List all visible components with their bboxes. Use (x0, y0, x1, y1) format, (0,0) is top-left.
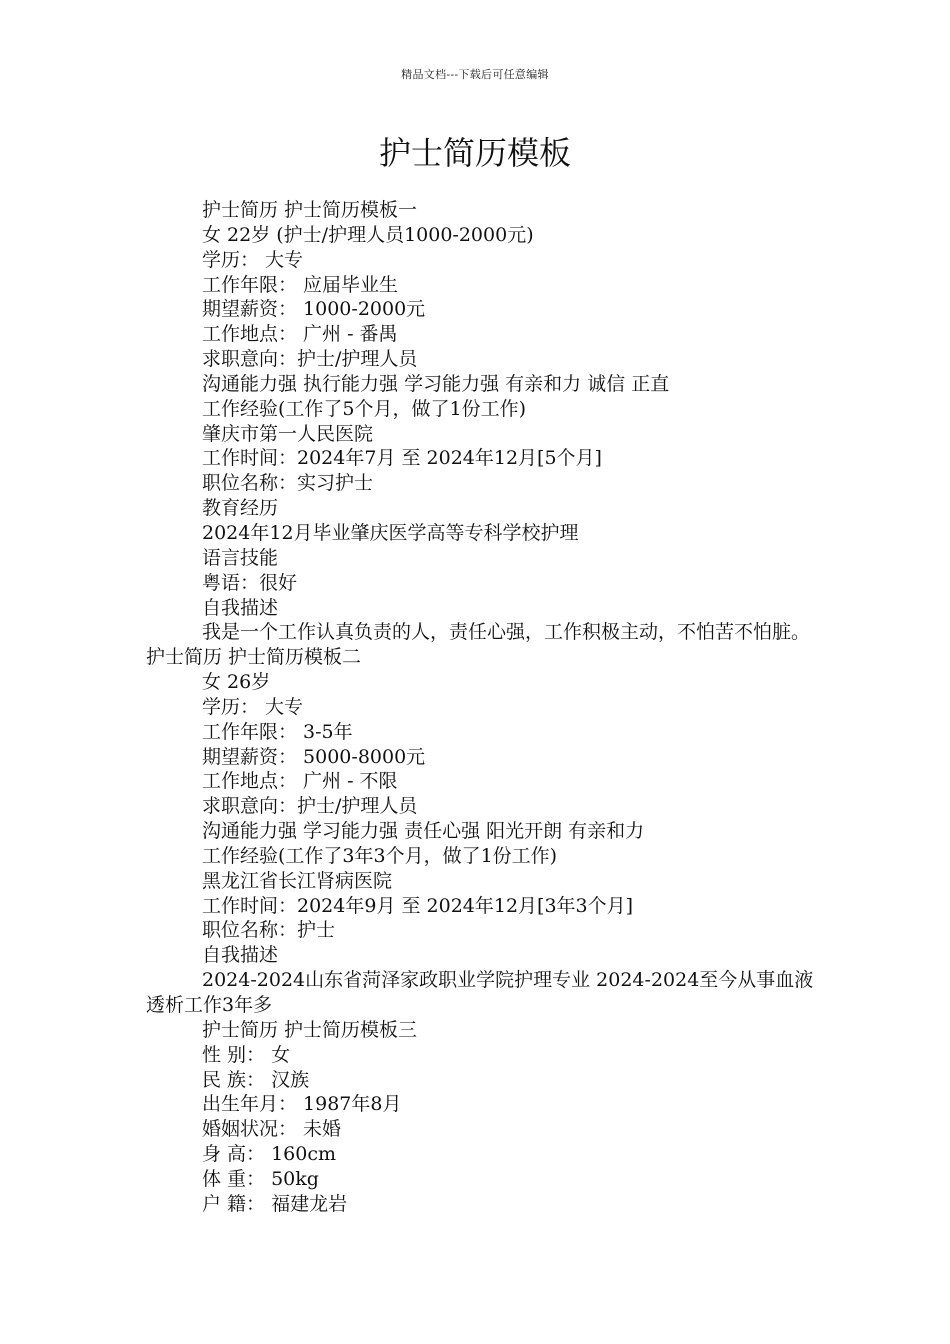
text-line: 民 族： 汉族 (202, 1068, 310, 1091)
text-line: 沟通能力强 执行能力强 学习能力强 有亲和力 诚信 正直 (202, 372, 670, 395)
document-title: 护士简历模板 (378, 134, 571, 172)
text-line: 女 22岁 (护士/护理人员1000-2000元) (202, 223, 534, 246)
text-line: 工作年限： 应届毕业生 (202, 273, 399, 296)
text-line: 工作经验(工作了5个月，做了1份工作) (202, 397, 527, 420)
text-line: 期望薪资： 1000-2000元 (202, 298, 426, 321)
text-line: 工作经验(工作了3年3个月，做了1份工作) (202, 844, 558, 867)
text-line: 工作地点： 广州 - 番禺 (202, 323, 398, 346)
text-line: 体 重： 50kg (202, 1167, 319, 1190)
text-line: 护士简历 护士简历模板三 (202, 1018, 418, 1041)
text-line: 黑龙江省长江肾病医院 (202, 869, 393, 892)
text-line: 教育经历 (202, 497, 279, 520)
document-body (146, 198, 816, 1217)
text-line: 粤语：很好 (202, 571, 298, 594)
text-line: 性 别： 女 (202, 1043, 291, 1066)
text-line: 工作时间：2024年9月 至 2024年12月[3年3个月] (202, 894, 634, 917)
text-line: 工作时间：2024年7月 至 2024年12月[5个月] (202, 447, 602, 470)
text-line: 沟通能力强 学习能力强 责任心强 阳光开朗 有亲和力 (202, 820, 645, 843)
text-line: 职位名称：实习护士 (202, 472, 374, 495)
text-line: 肇庆市第一人民医院 (202, 422, 374, 445)
text-line: 2024年12月毕业肇庆医学高等专科学校护理 (202, 521, 579, 544)
text-line: 户 籍： 福建龙岩 (202, 1192, 348, 1215)
text-line: 期望薪资： 5000-8000元 (202, 745, 426, 768)
text-line: 学历： 大专 (202, 695, 304, 718)
text-line: 女 26岁 (202, 671, 271, 694)
text-line: 职位名称：护士 (202, 919, 336, 942)
text-line: 护士简历 护士简历模板一 (202, 199, 418, 221)
text-line: 语言技能 (202, 546, 279, 569)
text-line: 婚姻状况： 未婚 (202, 1118, 342, 1141)
text-line: 自我描述 (202, 596, 279, 619)
header-note: 精品文档---下载后可任意编辑 (401, 68, 549, 81)
text-line: 求职意向：护士/护理人员 (202, 795, 418, 818)
text-line: 工作地点： 广州 - 不限 (202, 770, 398, 793)
text-line: 身 高： 160cm (202, 1143, 337, 1166)
paragraph-self-description-1: 我是一个工作认真负责的人，责任心强，工作积极主动，不怕苦不怕脏。 护士简历 护士简历模板二 (146, 621, 811, 669)
paragraph-self-description-2: 2024-2024山东省菏泽家政职业学院护理专业 2024-2024至今从事血液透析工作3年多 (146, 969, 814, 1016)
text-line: 求职意向：护士/护理人员 (202, 348, 418, 371)
text-line: 工作年限： 3-5年 (202, 720, 353, 743)
text-line: 自我描述 (202, 944, 279, 967)
text-line: 学历： 大专 (202, 248, 304, 271)
text-line: 出生年月： 1987年8月 (202, 1093, 402, 1116)
